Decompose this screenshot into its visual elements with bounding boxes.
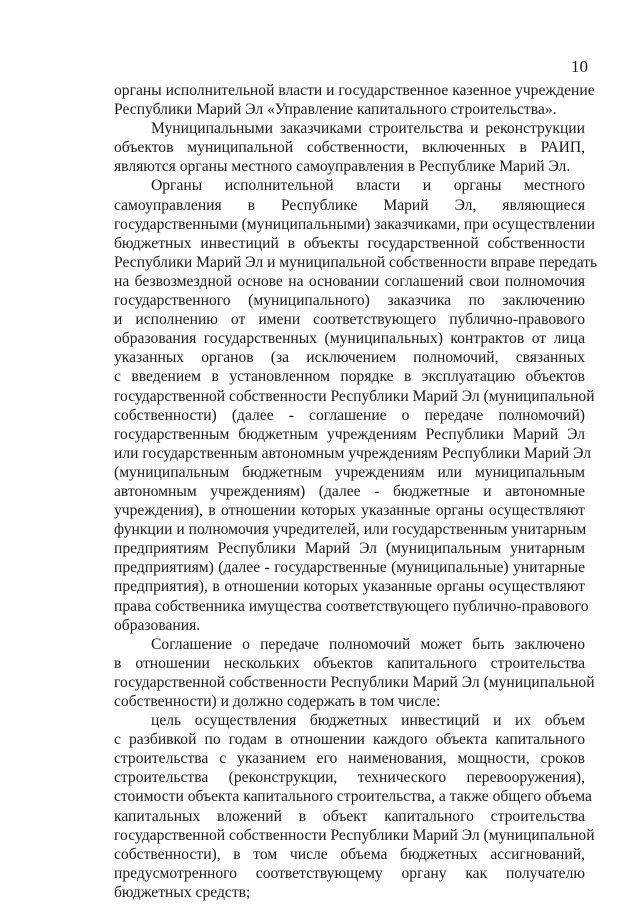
paragraph (114, 176, 598, 634)
text-line: Соглашение о передаче полномочий может быть заключено (151, 635, 585, 653)
text-line: указанных органов (за исключением полномочий, связанных (114, 349, 585, 367)
paragraph (114, 635, 595, 711)
text-line: права собственника имущества соответствующего публично-правового (114, 597, 589, 615)
text-line: государственной собственности Республики Марий Эл (муниципальной (114, 387, 595, 405)
text-line: стоимости объекта капитального строительства, а также общего объема (114, 788, 592, 806)
text-line: органы исполнительной власти и государственное казенное учреждение (114, 82, 595, 99)
text-line: предприятия), в отношении которых указанные органы осуществляют (114, 578, 585, 596)
text-line: с разбивкой по годам в отношении каждого объекта капитального (114, 731, 585, 749)
text-line: собственности) и должно содержать в том числе: (114, 693, 441, 710)
text-line: самоуправления в Республике Марий Эл, являющиеся (114, 196, 585, 214)
paragraph (114, 119, 585, 176)
text-line: с введением в установленном порядке в эксплуатацию объектов (114, 368, 585, 386)
text-line: или государственным автономным учреждениям Республики Марий Эл (114, 444, 591, 462)
text-line: бюджетных средств; (114, 883, 251, 901)
text-line: автономным учреждениям) (далее - бюджетные и автономные (114, 482, 585, 500)
page-number: 10 (571, 57, 588, 76)
text-line: предприятиям) (далее - государственные (муниципальные) унитарные (114, 559, 585, 577)
text-line: в отношении нескольких объектов капитального строительства (114, 654, 585, 672)
text-line: бюджетных инвестиций в объекты государственной собственности (114, 234, 585, 252)
text-line: строительства (реконструкции, технического перевооружения), (114, 769, 585, 787)
text-line: государственными (муниципальными) заказчиками, при осуществлении (114, 215, 595, 233)
text-line: предприятиям Республики Марий Эл (муниципальным унитарным (114, 540, 585, 558)
text-line: образования. (114, 616, 201, 634)
text-line: Республики Марий Эл «Управление капитального строительства». (114, 101, 557, 119)
text-line: (муниципальным бюджетным учреждениям или муниципальным (114, 463, 585, 481)
text-line: образования государственных (муниципальных) контрактов от лица (114, 330, 585, 348)
text-line: капитальных вложений в объект капитального строительства (114, 807, 585, 825)
text-line: Органы исполнительной власти и органы местного (151, 177, 585, 195)
paragraph (114, 81, 595, 119)
text-line: государственным бюджетным учреждениям Республики Марий Эл (114, 425, 585, 443)
text-line: функции и полномочия учредителей, или государственным унитарным (114, 521, 587, 539)
text-line: учреждения), в отношении которых указанные органы осуществляют (114, 502, 585, 520)
text-line: государственного (муниципального) заказчика по заключению (114, 292, 585, 310)
text-line: собственности), в том числе объема бюджетных ассигнований, (114, 845, 585, 863)
text-line: цель осуществления бюджетных инвестиций и их объем (151, 712, 585, 730)
text-line: предусмотренного соответствующему органу как получателю (114, 864, 585, 882)
document-body (114, 81, 598, 902)
text-line: Муниципальными заказчиками строительства и реконструкции (151, 120, 585, 138)
text-line: государственной собственности Республики Марий Эл (муниципальной (114, 673, 595, 691)
text-line: на безвозмездной основе на основании соглашений свои полномочия (114, 272, 585, 290)
text-line: и исполнению от имени соответствующего публично-правового (114, 311, 585, 329)
text-line: объектов муниципальной собственности, включенных в РАИП, (114, 139, 585, 157)
text-line: собственности) (далее - соглашение о передаче полномочий) (114, 406, 585, 424)
text-line: государственной собственности Республики Марий Эл (муниципальной (114, 826, 595, 844)
paragraph (114, 711, 595, 902)
text-line: Республики Марий Эл и муниципальной собственности вправе передать (114, 253, 598, 271)
text-line: являются органы местного самоуправления в Республике Марий Эл. (114, 158, 571, 176)
text-line: строительства с указанием его наименования, мощности, сроков (114, 750, 585, 768)
